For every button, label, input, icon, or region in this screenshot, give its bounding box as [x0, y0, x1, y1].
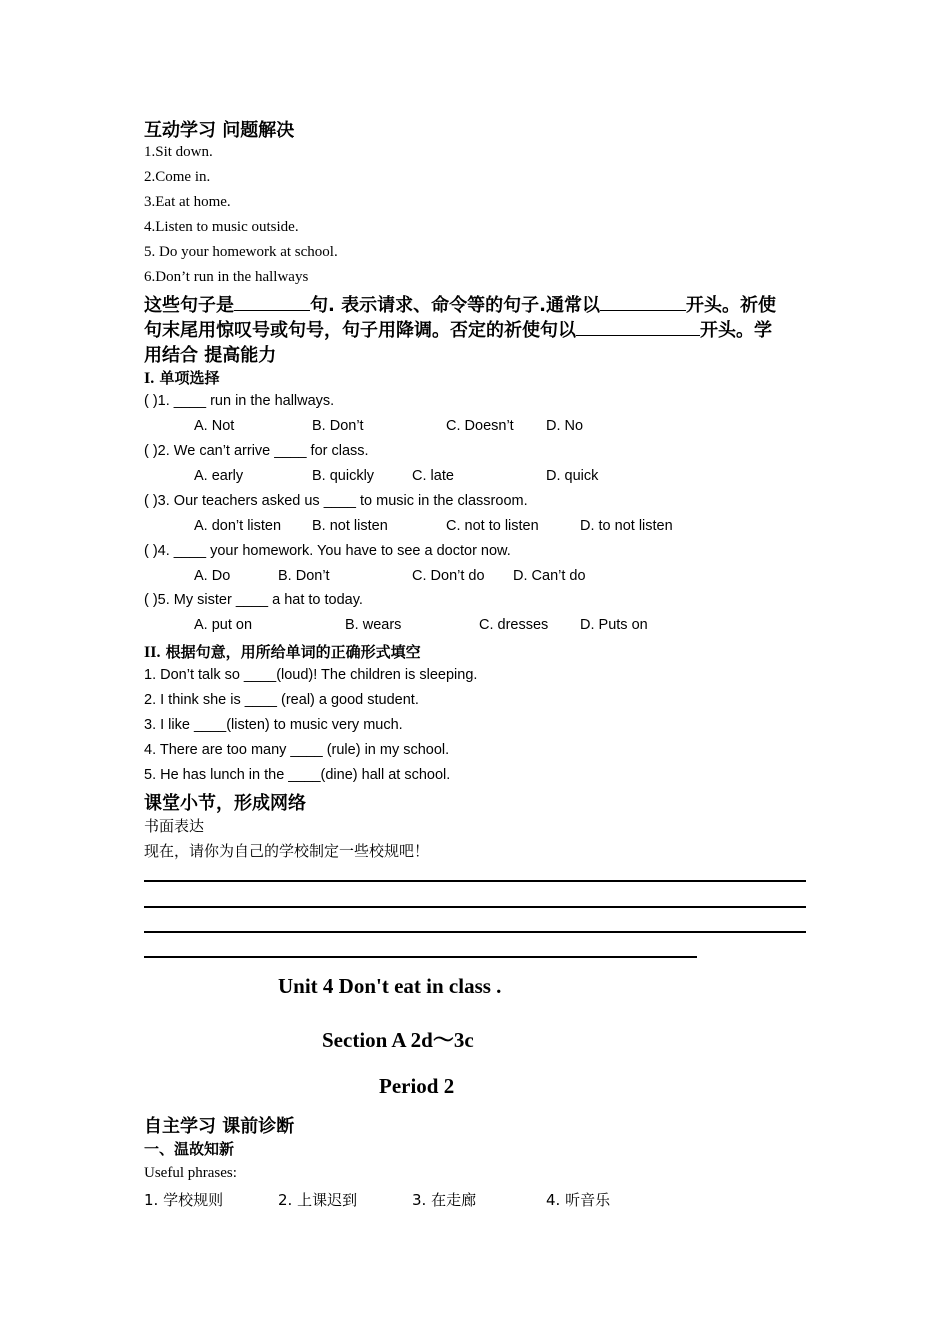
question-1-stem: ( )1. ____ run in the hallways. — [144, 393, 335, 409]
section-heading-summary: 课堂小节，形成网络 — [144, 793, 306, 814]
fill-item-1: 1. Don’t talk so ____(loud)! The children is sleeping. — [144, 667, 478, 683]
fill-item-5: 5. He has lunch in the ____(dine) hall at school. — [144, 767, 451, 783]
question-3-option-b[interactable]: B. not listen — [312, 518, 388, 534]
summary-line-2 — [144, 316, 772, 342]
review-subheading: 一、温故知新 — [144, 1140, 235, 1158]
question-3-option-c[interactable]: C. not to listen — [446, 518, 539, 534]
section-title: Section A 2d～3c — [322, 1028, 474, 1052]
question-5-stem: ( )5. My sister ____ a hat to today. — [144, 592, 363, 608]
question-5-option-a[interactable]: A. put on — [194, 617, 253, 633]
part1-heading — [144, 367, 219, 388]
question-1-option-a[interactable]: A. Not — [194, 418, 235, 434]
question-2-option-c[interactable]: C. late — [412, 468, 454, 484]
part1-title: 单项选择 — [154, 369, 220, 387]
summary-line-1 — [144, 291, 776, 317]
question-2-option-a[interactable]: A. early — [194, 468, 244, 484]
fill-item-4: 4. There are too many ____ (rule) in my school. — [144, 742, 450, 758]
question-1-option-d[interactable]: D. No — [546, 418, 584, 434]
phrase-4: 4. 听音乐 — [546, 1191, 611, 1209]
writing-line-3[interactable] — [144, 931, 806, 933]
question-2-option-d[interactable]: D. quick — [546, 468, 599, 484]
writing-label: 书面表达 — [144, 817, 205, 835]
section-heading-interactive: 互动学习 问题解决 — [144, 120, 295, 141]
summary-text-b: 句. 表示请求、命令等的句子.通常以 — [310, 295, 600, 316]
example-sentence-3: 3.Eat at home. — [144, 194, 231, 210]
phrase-1: 1. 学校规则 — [144, 1191, 224, 1209]
question-1-option-b[interactable]: B. Don’t — [312, 418, 364, 434]
summary-text-d: 句末尾用惊叹号或句号，句子用降调。否定的祈使句以 — [144, 320, 576, 341]
fill-blank-negative-start[interactable] — [576, 317, 700, 336]
section-heading-practice: 用结合 提高能力 — [144, 345, 277, 366]
writing-line-1[interactable] — [144, 880, 806, 882]
question-3-option-d[interactable]: D. to not listen — [580, 518, 673, 534]
question-2-stem: ( )2. We can’t arrive ____ for class. — [144, 443, 369, 459]
writing-prompt: 现在，请你为自己的学校制定一些校规吧！ — [144, 842, 430, 860]
part2-heading — [144, 641, 421, 662]
section-heading-self-study: 自主学习 课前诊断 — [144, 1116, 295, 1137]
question-4-option-a[interactable]: A. Do — [194, 568, 231, 584]
question-3-stem: ( )3. Our teachers asked us ____ to music in the classroom. — [144, 493, 528, 509]
example-sentence-6: 6.Don’t run in the hallways — [144, 269, 309, 285]
example-sentence-4: 4.Listen to music outside. — [144, 219, 299, 235]
question-4-option-c[interactable]: C. Don’t do — [412, 568, 485, 584]
question-3-option-a[interactable]: A. don’t listen — [194, 518, 282, 534]
question-5-option-d[interactable]: D. Puts on — [580, 617, 648, 633]
question-4-option-d[interactable]: D. Can’t do — [513, 568, 586, 584]
part2-roman: II. — [144, 644, 161, 661]
summary-text-c: 开头。祈使 — [685, 295, 776, 316]
example-sentence-1: 1.Sit down. — [144, 144, 213, 160]
summary-text-e: 开头。学 — [700, 320, 772, 341]
fill-item-2: 2. I think she is ____ (real) a good student. — [144, 692, 419, 708]
writing-line-2[interactable] — [144, 906, 806, 908]
question-5-option-c[interactable]: C. dresses — [479, 617, 549, 633]
part2-title: 根据句意，用所给单词的正确形式填空 — [160, 643, 421, 661]
phrase-2: 2. 上课迟到 — [278, 1191, 358, 1209]
question-4-option-b[interactable]: B. Don’t — [278, 568, 330, 584]
useful-phrases-label: Useful phrases: — [144, 1165, 237, 1181]
summary-text-a: 这些句子是 — [144, 295, 234, 316]
question-1-option-c[interactable]: C. Doesn’t — [446, 418, 514, 434]
question-2-option-b[interactable]: B. quickly — [312, 468, 375, 484]
fill-blank-start-word[interactable] — [600, 292, 686, 311]
unit-title: Unit 4 Don't eat in class . — [278, 974, 502, 998]
question-5-option-b[interactable]: B. wears — [345, 617, 402, 633]
question-4-stem: ( )4. ____ your homework. You have to see a doctor now. — [144, 543, 511, 559]
part1-roman: I. — [144, 370, 155, 387]
writing-line-4[interactable] — [144, 956, 697, 958]
phrase-3: 3. 在走廊 — [412, 1191, 477, 1209]
period-title: Period 2 — [379, 1074, 455, 1098]
fill-blank-sentence-type[interactable] — [234, 292, 310, 311]
example-sentence-2: 2.Come in. — [144, 169, 211, 185]
fill-item-3: 3. I like ____(listen) to music very much. — [144, 717, 403, 733]
example-sentence-5: 5. Do your homework at school. — [144, 244, 338, 260]
